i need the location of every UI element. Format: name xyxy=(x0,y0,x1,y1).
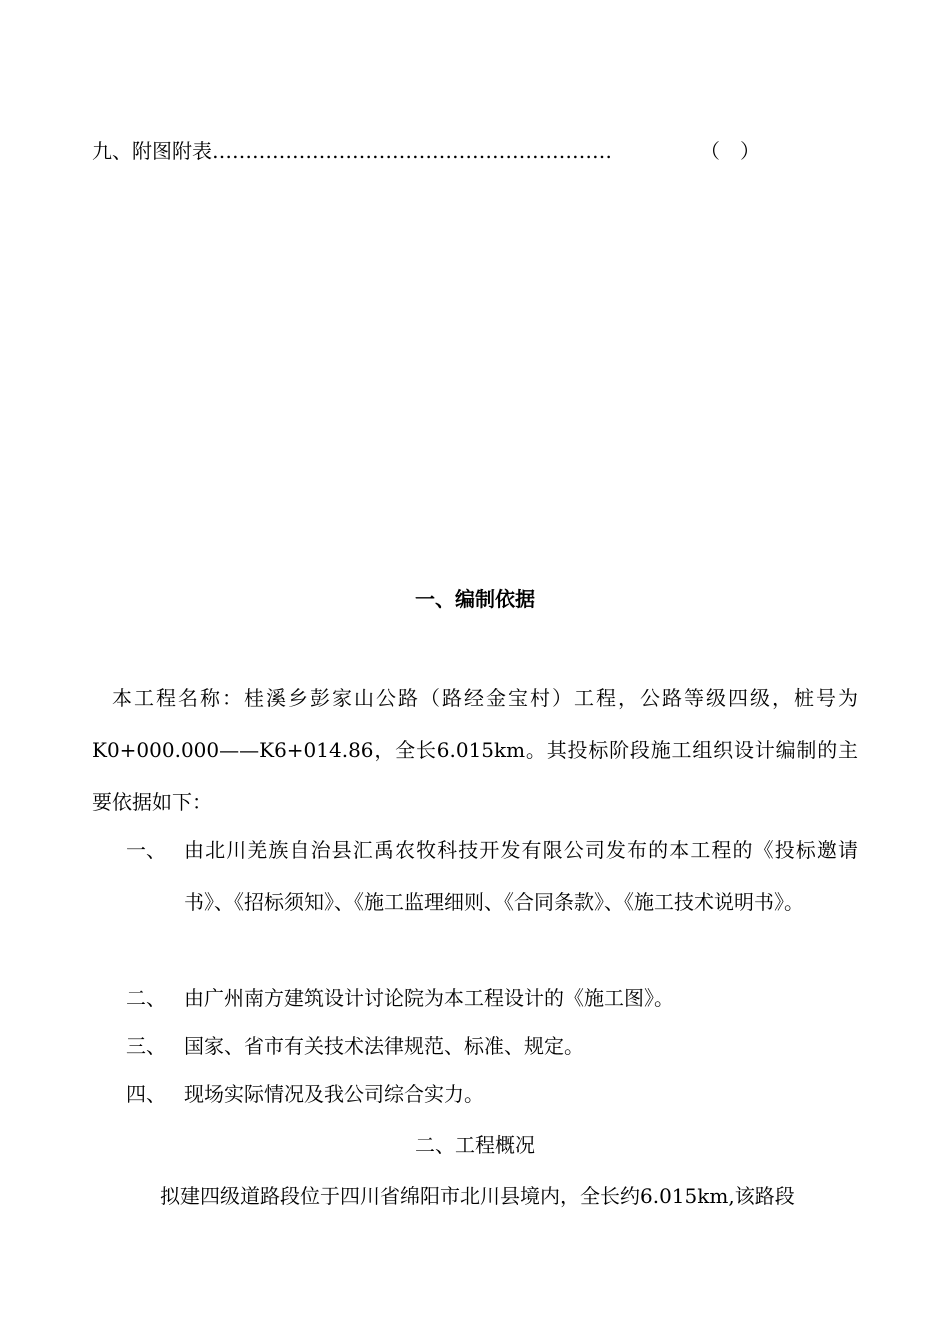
toc-entry[interactable] xyxy=(92,136,760,166)
toc-page-ref: （ ） xyxy=(700,139,760,163)
list-item xyxy=(126,1020,858,1072)
toc-leader-dots: …………………………………………………… xyxy=(212,139,612,163)
list-text: 由广州南方建筑设计讨论院为本工程设计的《施工图》。 xyxy=(184,986,674,1010)
list-number: 一、 xyxy=(126,838,166,862)
section-title-overview: 二、工程概况 xyxy=(415,1133,535,1157)
list-number: 二、 xyxy=(126,986,166,1010)
list-text: 现场实际情况及我公司综合实力。 xyxy=(184,1082,484,1106)
list-item xyxy=(126,972,858,1024)
paragraph-text: 本工程名称：桂溪乡彭家山公路（路经金宝村）工程，公路等级四级，桩号为K0+000.000——K6+014.86，全长6.015km。其投标阶段施工组织设计编制的主要依据如下： xyxy=(92,686,858,814)
list-item xyxy=(126,1068,858,1120)
toc-item-label: 九、附图附表 xyxy=(92,139,212,163)
section-title-basis: 一、编制依据 xyxy=(415,587,535,611)
paragraph-project-intro xyxy=(92,672,858,828)
list-number: 四、 xyxy=(126,1082,166,1106)
list-text: 国家、省市有关技术法律规范、标准、规定。 xyxy=(184,1034,584,1058)
paragraph-overview xyxy=(92,1170,858,1222)
list-text: 由北川羌族自治县汇禹农牧科技开发有限公司发布的本工程的《投标邀请书》、《招标须知》、《施工监理细则、《合同条款》、《施工技术说明书》。 xyxy=(184,838,858,914)
list-item xyxy=(126,824,858,928)
list-number: 三、 xyxy=(126,1034,166,1058)
paragraph-text: 拟建四级道路段位于四川省绵阳市北川县境内，全长约6.015km,该路段 xyxy=(160,1184,795,1208)
